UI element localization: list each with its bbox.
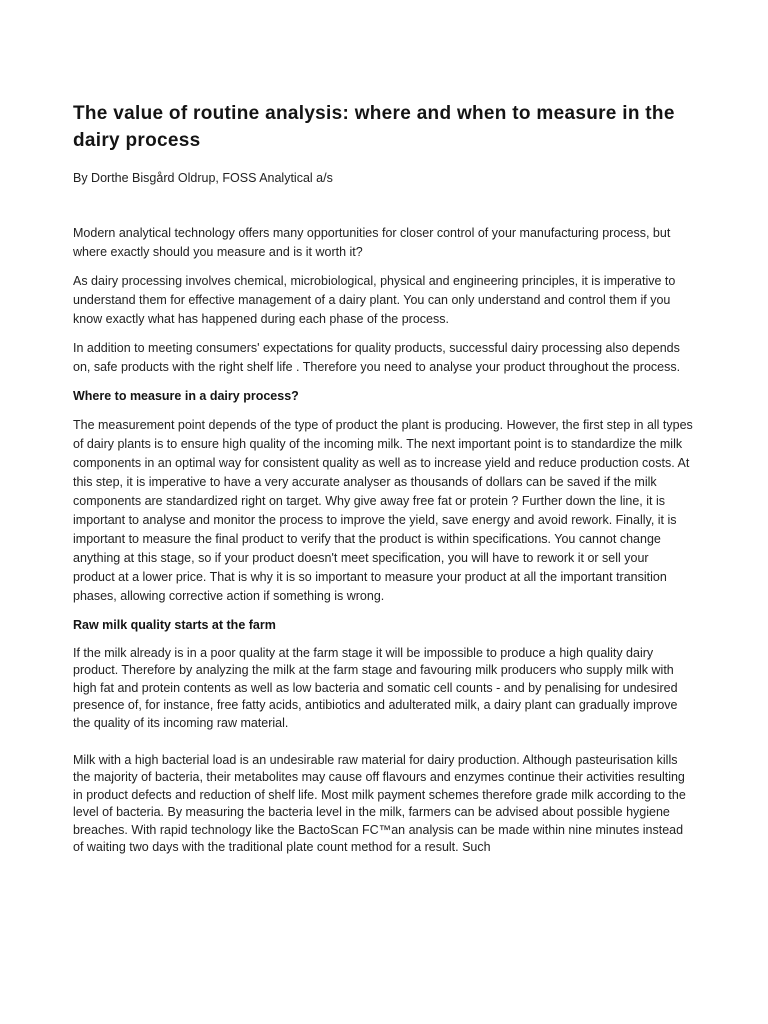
paragraph-intro: Modern analytical technology offers many opportunities for closer control of your manufacturing process, but where exactly should you measure and is it worth it? xyxy=(73,226,671,259)
paragraph-expectations: In addition to meeting consumers' expectations for quality products, successful dairy processing also depends on, safe products with the right shelf life . Therefore you need to analyse your product throughout the process. xyxy=(73,341,681,374)
document-title: The value of routine analysis: where and when to measure in the dairy process xyxy=(73,103,675,151)
paragraph-bacterial-load: Milk with a high bacterial load is an undesirable raw material for dairy production. Although pasteurisation kills the majority of bacteria, their metabolites may cause off flavours and enzymes continue their activities resulting in product defects and reduction of shelf life. Most milk payment schemes therefore grade milk according to the level of bacteria. By measuring the bacteria level in the milk, farmers can be advised about possible hygiene breaches. With rapid technology like the BactoScan FC™an analysis can be made within nine minutes instead of waiting two days with the traditional plate count method for a result. Such xyxy=(73,753,686,855)
paragraph-principles: As dairy processing involves chemical, microbiological, physical and engineering principles, it is imperative to understand them for effective management of a dairy plant. You can only understand and control them if you know exactly what has happened during each phase of the process. xyxy=(73,274,676,326)
author-byline: By Dorthe Bisgård Oldrup, FOSS Analytical a/s xyxy=(73,171,333,185)
subheading-raw-milk: Raw milk quality starts at the farm xyxy=(73,618,276,632)
paragraph-measurement-point: The measurement point depends of the type of product the plant is producing. However, the first step in all types of dairy plants is to ensure high quality of the incoming milk. The next important point is to standardize the milk components in an optimal way for consistent quality as well as to increase yield and reduce production costs. At this step, it is imperative to have a very accurate analyser as thousands of dollars can be saved if the milk components are standardized right on target. Why give away free fat or protein ? Further down the line, it is important to analyse and monitor the process to improve the yield, save energy and avoid rework. Finally, it is important to measure the final product to verify that the product is within specifications. You cannot change anything at this stage, so if your product doesn't meet specification, you will have to rework it or sell your product at a lower price. That is why it is so important to measure your product at all the important transition phases, allowing corrective action if something is wrong. xyxy=(73,418,693,603)
paragraph-farm-quality: If the milk already is in a poor quality at the farm stage it will be impossible to produce a high quality dairy product. Therefore by analyzing the milk at the farm stage and favouring milk producers who supply milk with high fat and protein contents as well as low bacteria and somatic cell counts - and by penalising for undesired presence of, for instance, free fatty acids, antibiotics and adulterated milk, a dairy plant can gradually improve the quality of its incoming raw material. xyxy=(73,646,678,730)
subheading-where-to-measure: Where to measure in a dairy process? xyxy=(73,389,299,403)
document-body xyxy=(73,100,693,856)
